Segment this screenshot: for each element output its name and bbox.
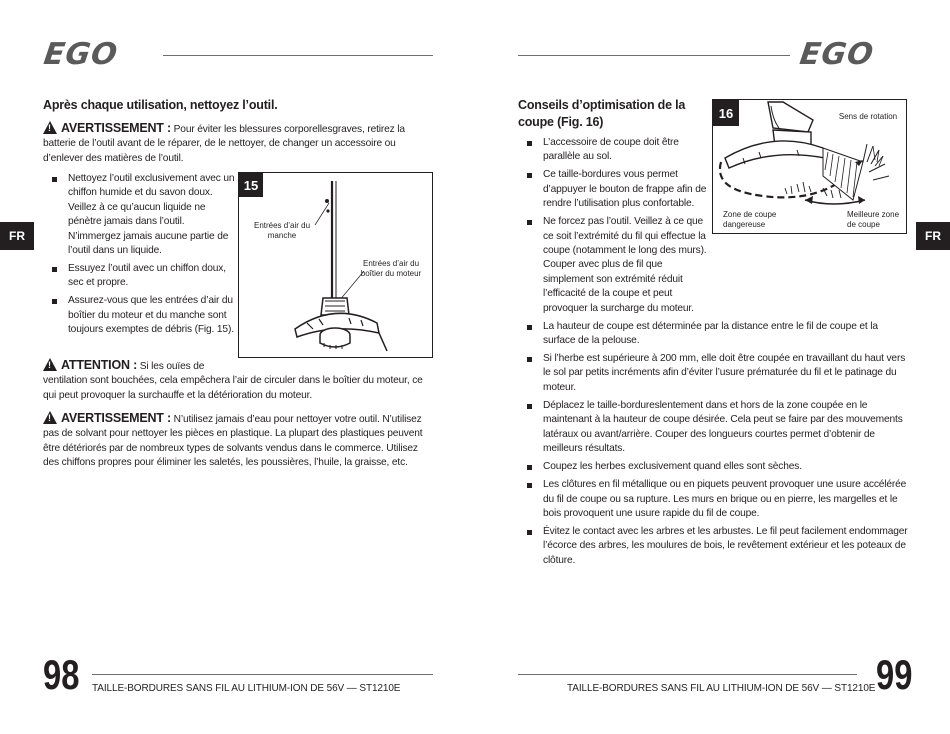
warning-label: AVERTISSEMENT : (61, 411, 171, 425)
figure-number: 15 (239, 173, 263, 197)
attention-paragraph (43, 358, 433, 403)
attention-label: ATTENTION : (61, 358, 138, 372)
list-item: Nettoyez l’outil exclusivement avec un chiffon humide et du savon doux. Veillez à ce qu’aucun liquide ne pénètre jamais dans l’outil. N’immergez jamais aucune partie de l’outil dans un liquide. (43, 172, 235, 258)
footer-text-right: TAILLE-BORDURES SANS FIL AU LITHIUM-ION DE 56V — ST1210E (567, 683, 876, 694)
header-rule-right (518, 55, 790, 56)
attention-text-line1: Si les ouïes de (137, 361, 205, 372)
caution-triangle-icon (43, 358, 57, 371)
language-tab-right: FR (916, 222, 950, 250)
list-item: Coupez les herbes exclusivement quand elles sont sèches. (518, 460, 908, 474)
footer-rule-left (92, 674, 433, 675)
list-item: L’accessoire de coupe doit être parallèle au sol. (518, 136, 708, 165)
section-heading-cleaning: Après chaque utilisation, nettoyez l’outil. (43, 98, 278, 112)
callout-danger-zone: Zone de coupe dangereuse (723, 210, 777, 229)
list-item: Ce taille-bordures vous permet d’appuyer le bouton de frappe afin de rendre l’utilisation plus confortable. (518, 168, 708, 211)
list-item: La hauteur de coupe est déterminée par la distance entre le fil de coupe et la surface de la pelouse. (518, 320, 908, 349)
warning-triangle-icon (43, 121, 57, 134)
ego-logo-left: EGO (41, 37, 121, 72)
footer-rule-right (518, 674, 857, 675)
figure-16 (712, 99, 907, 234)
callout-handle-vents: Entrées d’air du manche (253, 221, 311, 240)
warning-label: AVERTISSEMENT : (61, 121, 171, 135)
callout-best-zone: Meilleure zone de coupe (847, 210, 900, 229)
warning-paragraph-2 (43, 411, 433, 471)
list-item: Assurez-vous que les entrées d’air du boîtier du moteur et du manche sont toujours exemptes de débris (Fig. 15). (43, 294, 235, 337)
page-number-right: 99 (876, 651, 913, 698)
cleaning-bullet-list (43, 172, 235, 341)
list-item: Évitez le contact avec les arbres et les arbustes. Le fil peut facilement endommager l’écorce des arbres, les moulures de bois, le revêtement extérieur et les poteaux de clôture. (518, 525, 908, 568)
list-item-text: Ne forcez pas l’outil. Veillez à ce que ce soit l’extrémité du fil qui effectue la coupe (notamment le long des murs). Couper avec plus de fil que simplement son extrémité réduit l’efficacité de la coupe et peut provoquer la surcharge du moteur. (543, 216, 707, 314)
callout-motor-vents: Entrées d’air du boîtier du moteur (360, 259, 422, 278)
callout-rotation-direction: Sens de rotation (838, 112, 898, 121)
footer-text-left: TAILLE-BORDURES SANS FIL AU LITHIUM-ION DE 56V — ST1210E (92, 683, 401, 694)
ego-logo-right: EGO (797, 37, 877, 72)
warning-paragraph-1 (43, 121, 433, 166)
list-item: Déplacez le taille-bordureslentement dans et hors de la zone coupée en le maintenant à la hauteur de coupe désirée. Cela peut se faire par des mouvements latéraux ou avant/arrière. Couper des longueurs courtes permet d’obtenir de meilleurs résultats. (518, 399, 908, 457)
list-item: Essuyez l’outil avec un chiffon doux, sec et propre. (43, 262, 235, 291)
warning-text: Pour éviter les blessures corporellesgraves, retirez la batterie de l’outil avant de le réparer, de le nettoyer, de changer un accessoire ou d’enlever des matières de l’outil. (43, 124, 405, 164)
page-number-left: 98 (43, 651, 80, 698)
list-item: Si l’herbe est supérieure à 200 mm, elle doit être coupée en travaillant du haut vers le sol par petits incréments afin d’éviter l’usure prématurée du fil et le patinage du moteur. (518, 352, 908, 395)
section-heading-cutting-tips: Conseils d’optimisation de la coupe (Fig. 16) (518, 98, 686, 129)
list-item: Les clôtures en fil métallique ou en piquets peuvent provoquer une usure accélérée du fil de coupe ou sa rupture. Les murs en brique ou en pierre, les margelles et le bois provoquent une usure rapide du fil de coupe. (518, 478, 908, 521)
figure-15 (238, 172, 433, 358)
header-rule-left (163, 55, 433, 56)
warning-text: N’utilisez jamais d’eau pour nettoyer votre outil. N’utilisez pas de solvant pour nettoyer les pièces en plastique. La plupart des plastiques peuvent être détériorés par de nombreux types de solvants vendus dans le commerce. Utilisez des chiffons propres pour éliminer les saletés, les poussières, l’huile, la graisse, etc. (43, 414, 423, 469)
figure-number: 16 (713, 100, 739, 126)
attention-text-rest: ventilation sont bouchées, cela empêchera l’air de circuler dans le boîtier du moteur, ce qui peut provoquer la surchauffe et la détérioration du moteur. (43, 375, 423, 401)
warning-triangle-icon (43, 411, 57, 424)
language-tab-left: FR (0, 222, 34, 250)
